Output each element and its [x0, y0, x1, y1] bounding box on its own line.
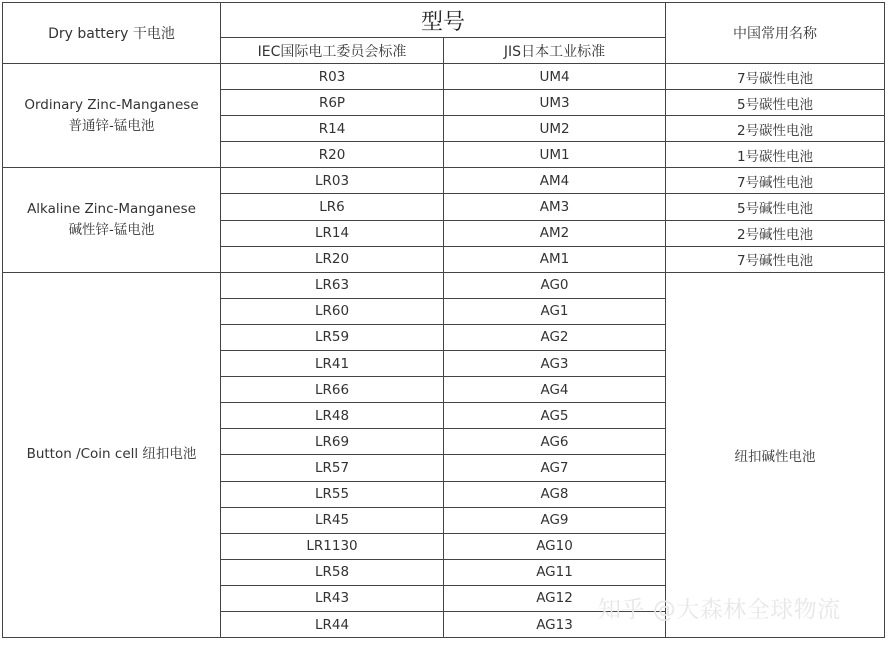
jis-cell: AG5	[444, 403, 666, 429]
common-name-cell: 5号碱性电池	[666, 194, 885, 220]
jis-cell: AG3	[444, 351, 666, 377]
jis-cell: AG12	[444, 585, 666, 611]
header-iec: IEC国际电工委员会标准	[221, 38, 444, 64]
header-model: 型号	[221, 3, 666, 38]
iec-cell: R03	[221, 64, 444, 90]
header-jis: JIS日本工业标准	[444, 38, 666, 64]
jis-cell: AG0	[444, 272, 666, 298]
table-row	[3, 64, 885, 90]
iec-cell: LR57	[221, 455, 444, 481]
common-name-cell: 7号碳性电池	[666, 64, 885, 90]
watermark-text: 知乎 @大森林全球物流	[598, 597, 841, 623]
jis-cell: AM3	[444, 194, 666, 220]
jis-cell: AM2	[444, 220, 666, 246]
iec-cell: LR69	[221, 429, 444, 455]
category-ordinary-zinc-manganese	[3, 64, 221, 168]
iec-cell: LR41	[221, 351, 444, 377]
header-common-name: 中国常用名称	[666, 3, 885, 64]
iec-cell: LR03	[221, 168, 444, 194]
iec-cell: R20	[221, 142, 444, 168]
category-cn: 碱性锌-锰电池	[68, 222, 155, 239]
jis-cell: AM4	[444, 168, 666, 194]
jis-cell: UM2	[444, 116, 666, 142]
iec-cell: LR1130	[221, 533, 444, 559]
iec-cell: LR55	[221, 481, 444, 507]
common-name-cell: 7号碱性电池	[666, 246, 885, 272]
jis-cell: AG10	[444, 533, 666, 559]
jis-cell: AG8	[444, 481, 666, 507]
iec-cell: LR63	[221, 272, 444, 298]
jis-cell: AG9	[444, 507, 666, 533]
iec-cell: LR44	[221, 611, 444, 637]
jis-cell: AM1	[444, 246, 666, 272]
category-button-coin-cell: Button /Coin cell 纽扣电池	[3, 272, 221, 637]
header-dry-battery: Dry battery 干电池	[3, 3, 221, 64]
iec-cell: LR48	[221, 403, 444, 429]
common-name-cell: 1号碳性电池	[666, 142, 885, 168]
iec-cell: LR43	[221, 585, 444, 611]
jis-cell: AG6	[444, 429, 666, 455]
jis-cell: AG1	[444, 298, 666, 324]
common-name-button-cell: 纽扣碱性电池	[666, 272, 885, 637]
iec-cell: LR58	[221, 559, 444, 585]
category-cn: 普通锌-锰电池	[68, 117, 155, 134]
jis-cell: UM4	[444, 64, 666, 90]
jis-cell: UM1	[444, 142, 666, 168]
category-en: Ordinary Zinc-Manganese	[24, 96, 199, 113]
common-name-cell: 2号碱性电池	[666, 220, 885, 246]
iec-cell: LR60	[221, 298, 444, 324]
iec-cell: LR20	[221, 246, 444, 272]
jis-cell: AG13	[444, 611, 666, 637]
jis-cell: AG2	[444, 324, 666, 350]
header-row-1	[3, 3, 885, 38]
iec-cell: LR6	[221, 194, 444, 220]
table-row	[3, 272, 885, 298]
iec-cell: R14	[221, 116, 444, 142]
category-en: Alkaline Zinc-Manganese	[27, 201, 196, 218]
jis-cell: UM3	[444, 90, 666, 116]
category-alkaline-zinc-manganese	[3, 168, 221, 272]
iec-cell: LR59	[221, 324, 444, 350]
jis-cell: AG11	[444, 559, 666, 585]
common-name-cell: 7号碱性电池	[666, 168, 885, 194]
jis-cell: AG7	[444, 455, 666, 481]
common-name-cell: 5号碳性电池	[666, 90, 885, 116]
battery-model-table	[2, 2, 885, 638]
iec-cell: LR66	[221, 377, 444, 403]
table-row	[3, 168, 885, 194]
iec-cell: LR14	[221, 220, 444, 246]
iec-cell: R6P	[221, 90, 444, 116]
iec-cell: LR45	[221, 507, 444, 533]
common-name-cell: 2号碳性电池	[666, 116, 885, 142]
jis-cell: AG4	[444, 377, 666, 403]
